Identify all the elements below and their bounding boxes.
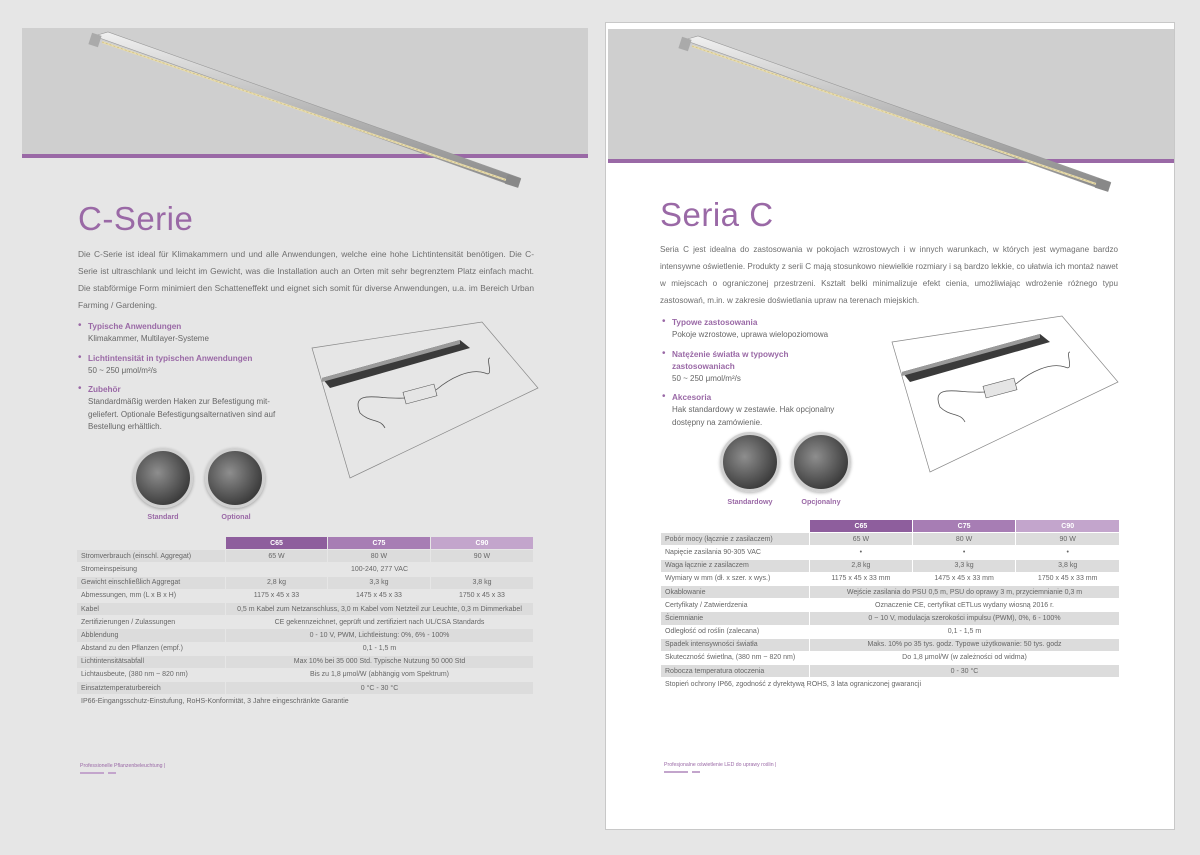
standard-label: Standard [147,512,179,521]
table-row [661,626,1119,638]
row-label: Odległość od roślin (zalecana) [665,628,760,636]
feature-heading: • Typische Anwendungen [88,322,182,331]
row-value: 1175 x 45 x 33 [253,592,300,600]
standard-hook-image [133,448,193,508]
spec-table [76,536,534,708]
row-value: 3,3 kg [913,560,1016,572]
feature-heading: • Akcesoria [672,393,712,402]
row-label: Pobór mocy (łącznie z zasilaczem) [661,533,809,545]
row-value: 0,1 - 1,5 m [362,645,397,653]
row-value: 3,8 kg [1016,560,1119,572]
row-label: Abblendung [77,629,225,641]
row-value: 80 W [913,533,1016,545]
row-label: Wymiary w mm (dł. x szer. x wys.) [665,575,771,583]
table-row [661,533,1119,545]
row-value: 3,8 kg [431,577,533,589]
row-value: 0,1 - 1,5 m [947,628,982,636]
row-value: 1475 x 45 x 33 mm [934,575,994,583]
row-value: • [962,548,966,556]
row-label: Stopień ochrony IP66, zgodność z dyrektywą ROHS, 3 lata ograniczonej gwarancji [665,680,922,688]
row-label: Skuteczność świetlna, (380 nm ~ 820 nm) [665,654,796,662]
table-row [77,629,533,641]
row-value: 0 - 30 °C [810,665,1119,677]
row-label: Lichtausbeute, (380 nm ~ 820 nm) [81,671,188,679]
optional-hook-image [205,448,265,508]
feature-heading: • Typowe zastosowania [672,318,758,327]
row-value: 0 ~ 10 V, modulacja szerokości impulsu (PWM), 0%, 6 - 100% [810,612,1119,624]
feature-text: Klimakammer, Multilayer-Systeme [88,334,209,343]
table-row [77,616,533,628]
feature-text: 50 ~ 250 μmol/m²/s [672,373,741,383]
row-label: Robocza temperatura otoczenia [661,665,809,677]
row-value: • [1066,548,1069,556]
table-header-blank [77,537,225,549]
row-value: Max 10% bei 35 000 Std. Typische Nutzung 50 000 Std [226,656,533,668]
feature-item [662,349,842,386]
footer-bar [80,772,104,774]
row-value: 0 °C - 30 °C [226,682,533,694]
feature-text: 50 ~ 250 μmol/m²/s [88,365,157,375]
product-diagram [310,318,540,488]
row-value: 65 W [226,550,327,562]
row-value: 100-240, 277 VAC [350,565,409,573]
page-title: Seria C [660,196,774,233]
row-value: 65 W [810,533,912,545]
column-header: C65 [810,520,912,532]
footer-bar [108,772,116,774]
feature-item [78,321,278,346]
row-value: Bis zu 1,8 μmol/W (abhängig vom Spektrum) [309,671,450,679]
row-value: 2,8 kg [226,577,327,589]
row-label: Ściemnianie [661,612,809,624]
row-label: Waga łącznie z zasilaczem [661,560,809,572]
column-header: C75 [328,537,430,549]
table-row [661,546,1119,558]
table-header-row [77,537,533,549]
row-value: 2,8 kg [810,560,912,572]
row-label: IP66-Eingangsschutz-Einstufung, RoHS-Konformität, 3 Jahre eingeschränkte Garantie [81,697,349,705]
row-value: 0 - 10 V, PWM, Lichtleistung: 0%, 6% - 100% [226,629,533,641]
row-value: Wejście zasilania do PSU 0,5 m, PSU do oprawy 3 m, przyciemnianie 0,3 m [810,586,1119,598]
row-label: Lichtintensitätsabfall [77,656,225,668]
feature-item [662,317,842,342]
column-header: C65 [226,537,327,549]
row-value: 90 W [431,550,533,562]
table-row [77,669,533,681]
table-row [77,577,533,589]
intro-paragraph: Seria C jest idealna do zastosowania w pokojach wzrostowych i w innych warunkach, w których jest wymagane bardzo intensywne oświetlenie. Produkty z serii C mają stosunkowo niewielkie rozmiary i są bardzo lekkie, co ułatwia ich montaż nawet w miejscach o ograniczonej przestrzeni. Kształt belki minimalizuje efekt cienia, umożliwiając wdrożenie różnego typu zastosowań, m.in. w zakresie doświetlania upraw na terenach miejskich. [660,245,1118,305]
product-diagram [890,312,1120,482]
table-row [661,599,1119,611]
table-row [77,695,533,707]
row-label: Spadek intensywności światła [661,639,809,651]
page-title: C-Serie [78,200,194,237]
footer-text: Profesjonalne oświetlenie LED do uprawy roślin | [664,762,777,768]
table-row [77,550,533,562]
feature-heading: • Zubehör [88,385,121,394]
table-row [661,612,1119,624]
row-label: Okablowanie [661,586,809,598]
row-value: 1475 x 45 x 33 [355,592,402,600]
row-value: 1175 x 45 x 33 mm [831,575,891,583]
feature-text: Standardmäßig werden Haken zur Befestigung mit-geliefert. Optionale Befestigungsalternativen sind auf Bestellung erhältlich. [88,397,276,431]
row-value: 3,3 kg [328,577,430,589]
feature-text: Pokoje wzrostowe, uprawa wielopoziomowa [672,330,829,339]
row-label: Stromverbrauch (einschl. Aggregat) [77,550,225,562]
table-row [77,656,533,668]
table-row [77,563,533,575]
table-row [77,643,533,655]
column-header: C90 [431,537,533,549]
row-label: Stromeinspeisung [81,565,138,573]
column-header: C90 [1016,520,1119,532]
row-label: Gewicht einschließlich Aggregat [77,577,225,589]
row-value: Do 1,8 μmol/W (w zależności od widma) [902,654,1027,662]
row-value: Oznaczenie CE, certyfikat cETLus wydany wiosną 2016 r. [875,601,1054,609]
optional-label: Optional [221,512,251,521]
footer-text: Professionelle Pflanzenbeleuchtung | [80,763,166,769]
footer-bar [692,771,700,773]
row-value: 90 W [1016,533,1119,545]
lamp-bar-image [678,34,1118,194]
row-value: 80 W [328,550,430,562]
table-row [661,560,1119,572]
page-polish [600,0,1200,855]
feature-text: Hak standardowy w zestawie. Hak opcjonalny dostępny na zamówienie. [672,405,835,427]
row-value: 1750 x 45 x 33 mm [1037,575,1098,583]
row-value: 1750 x 45 x 33 [459,592,505,600]
row-value: • [859,548,863,556]
intro-paragraph: Die C-Serie ist ideal für Klimakammern und und alle Anwendungen, welche eine hohe Lichtintensität benötigen. Die C-Serie ist ultraschlank und leicht im Gewicht, was die Installation auch an Orten mit sehr begrenztem Platz einfach macht. Die stabförmige Form minimiert den Schatteneffekt und eignet sich somit für diverse Anwendungen, u.a. im Bereich Urban Farming / Gardening. [78,249,534,310]
table-header-blank [661,520,809,532]
table-row [661,665,1119,677]
feature-heading: • Lichtintensität in typischen Anwendungen [88,353,253,363]
optional-hook-image [791,432,851,492]
feature-item [662,392,842,429]
lamp-bar-image [88,30,528,190]
table-row [661,639,1119,651]
table-row [77,603,533,615]
feature-item [78,353,278,378]
standard-label: Standardowy [727,497,773,506]
standard-hook-image [720,432,780,492]
table-row [661,678,1119,690]
column-header: C75 [913,520,1016,532]
row-value: CE gekennzeichnet, geprüft und zertifiziert nach UL/CSA Standards [274,618,485,626]
table-row [661,586,1119,598]
row-label: Abmessungen, mm (L x B x H) [81,592,177,600]
spec-table [660,519,1120,691]
row-label: Kabel [77,603,225,615]
row-label: Certyfikaty / Zatwierdzenia [665,601,748,609]
table-row [77,590,533,602]
feature-list [662,317,842,436]
table-row [661,573,1119,585]
feature-list [78,321,278,441]
feature-heading: • Natężenie światła w typowych zastosowaniach [672,349,789,371]
table-row [661,652,1119,664]
table-header-row [661,520,1119,532]
row-label: Einsatztemperaturbereich [77,682,225,694]
row-label: Abstand zu den Pflanzen (empf.) [81,645,183,653]
optional-label: Opcjonalny [801,497,841,506]
row-label: Zertifizierungen / Zulassungen [81,618,176,626]
row-value: 0,5 m Kabel zum Netzanschluss, 3,0 m Kabel vom Netzteil zur Leuchte, 0,3 m Dimmerkabel [226,603,533,615]
row-value: Maks. 10% po 35 tys. godz. Typowe użytkowanie: 50 tys. godz [810,639,1119,651]
table-row [77,682,533,694]
feature-item [78,384,278,434]
row-label: Napięcie zasilania 90-305 VAC [665,548,761,556]
footer-bar [664,771,688,773]
